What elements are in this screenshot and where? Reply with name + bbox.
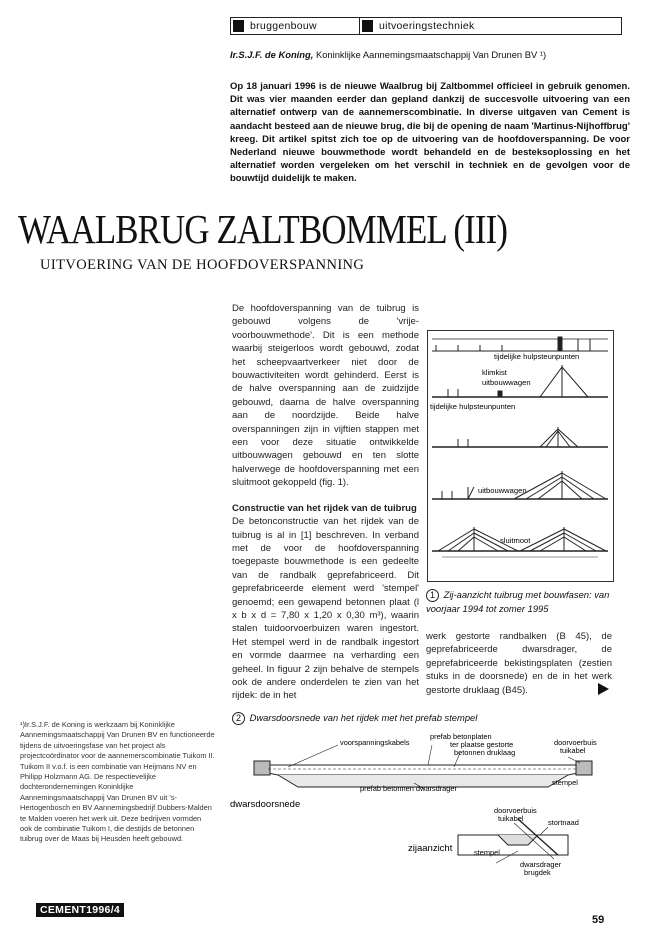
figure-label: zijaanzicht [408,843,453,854]
figure-label: stortnaad [548,818,579,827]
section-tab-bruggenbouw [231,18,360,34]
figure-1-caption [426,588,616,615]
figure-label: tuikabel [498,814,524,823]
section-marker-icon [233,20,244,32]
figure-label: ter plaatse gestorte [450,740,514,749]
section-marker-icon [362,20,373,32]
magazine-issue-badge: CEMENT1996/4 [36,903,124,917]
figure-label: tijdelijke hulpsteunpunten [494,352,580,361]
body-paragraph: werk gestorte randbalken (B 45), de geprefabriceerde dwarsdrager, de geprefabriceerde bekistingsplaten (zestien stuks in de doorsnede) en de in het werk gestorte druklaag (B45). [426,631,612,696]
body-column-2 [426,630,612,697]
figure-label: dwarsdoorsnede [230,799,301,810]
figure-label: stempel [474,848,500,857]
section-label: uitvoeringstechniek [379,20,475,32]
figure-2-caption [232,712,477,725]
figure-1-drawing [428,331,613,581]
figure-2 [228,727,620,885]
figure-label: tuikabel [560,746,586,755]
article-title: WAALBRUG ZALTBOMMEL (III) [18,206,508,252]
figure-label: klimkist [482,368,507,377]
author-line [230,48,630,61]
figure-label: prefab betonplaten [430,732,492,741]
section-tab-uitvoeringstechniek [360,18,621,34]
figure-number-badge: 2 [232,712,245,725]
figure-label: doorvoerbuis [554,738,597,747]
figure-1 [427,330,614,582]
body-paragraph: De betonconstructie van het rijdek van de tuibrug is al in [1] beschreven. In verband met de voor de hoofdoverspanning toegepaste bouwmethode is een gedeelte van de randbalk geprefabriceerd. Dit geprefabriceerde element werd 'stempel' genoemd; een gewapend betonnen plaat (l x b x d = 7,80 x 1,20 x 0,30 m³), waarin stalen tuidoorvoerbuizen waren ingestort. Het stempel werd in de randbalk ingestort en vormde daarmee na verharding een geheel. In figuur 2 zijn behalve de stempels ook de andere onderdelen te zien van het rijdek: de in het [232,516,419,702]
figure-label: doorvoerbuis [494,806,537,815]
section-header [230,17,622,35]
figure-label: sluitmoot [500,536,531,545]
figure-label: prefab betonnen dwarsdrager [360,784,457,793]
body-column-1 [232,302,419,703]
article-subtitle: UITVOERING VAN DE HOOFDOVERSPANNING [40,257,365,273]
figure-label: voorspanningskabels [340,738,410,747]
figure-2-drawing [228,727,620,885]
figure-label: brugdek [524,868,551,877]
author-affiliation: Koninklijke Aannemingsmaatschappij Van Drunen BV ¹) [313,49,547,60]
figure-label: stempel [552,778,578,787]
footnote: ¹)Ir.S.J.F. de Koning is werkzaam bij Koninklijke Aannemingsmaatschappij Van Drunen BV en functioneerde tijdens de uitvoeringsfase van het project als projectcoördinator voor de aannemerscombinatie Tuikom II. Tuikom II v.o.f. is een combinatie van Heijmans NV en Philipp Holzmann AG. De respectievelijke dochterondernemingen Koninklijke Aannemingsmaatschappij Van Drunen BV uit 's-Hertogenbosch en BV Aannemingsbedrijf Dubbers-Malden te Malden voeren het werk uit. Deze bedrijven vormden ook de combinatie Tuikom I, die destijds de betonnen tuibrug over de Maas bij Heusden heeft gebouwd. [20,720,215,844]
section-label: bruggenbouw [250,20,317,32]
page-number: 59 [592,914,605,926]
lead-paragraph: Op 18 januari 1996 is de nieuwe Waalbrug bij Zaltbommel officieel in gebruik genomen. Dit was vier maanden eerder dan gepland dankzij de succesvolle uitvoering van een alternatief ontwerp van de aannemerscombinatie. In diverse uitgaven van Cement is aandacht besteed aan de nieuwe brug, die bij de opening de naam 'Martinus-Nijhoffbrug' kreeg. Dit artikel spitst zich toe op de uitvoering van de hoofdoverspanning. De voor Nederland nieuwe bouwmethode wordt behandeld en de besteksoplossing en het alternatief worden vergeleken om het verschil in techniek en de gevolgen voor de bouwtijd duidelijk te maken. [230,81,630,185]
figure-label: uitbouwwagen [478,486,527,495]
figure-number-badge: 1 [426,589,439,602]
figure-label: betonnen druklaag [454,748,516,757]
section-heading: Constructie van het rijdek van de tuibrug [232,502,417,514]
figure-caption-text: Zij-aanzicht tuibrug met bouwfasen: van voorjaar 1994 tot zomer 1995 [426,589,610,614]
continue-arrow-icon [598,683,609,695]
figure-label: tijdelijke hulpsteunpunten [430,402,516,411]
body-paragraph: De hoofdoverspanning van de tuibrug is gebouwd volgens de 'vrije-voorbouwmethode'. Dit is een methode waarbij steigerloos wordt gebouwd, zodat het scheepvaartverkeer niet door de bouwactiviteiten wordt gehinderd. Eerst is de halve overspanning aan de zuidzijde gebouwd, daarna de halve overspanning aan de noordzijde. Beide halve overspanningen zijn in vijftien stappen met een voor deze situatie ontwikkelde uitbouwwagen gebouwd en ten slotte halverwege de hoofdoverspanning met een sluitmoot gekoppeld (fig. 1). [232,303,419,489]
figure-label: dwarsdrager [520,860,562,869]
figure-caption-text: Dwarsdoorsnede van het rijdek met het prefab stempel [249,712,478,723]
author-name: Ir.S.J.F. de Koning, [230,49,314,60]
figure-label: uitbouwwagen [482,378,531,387]
